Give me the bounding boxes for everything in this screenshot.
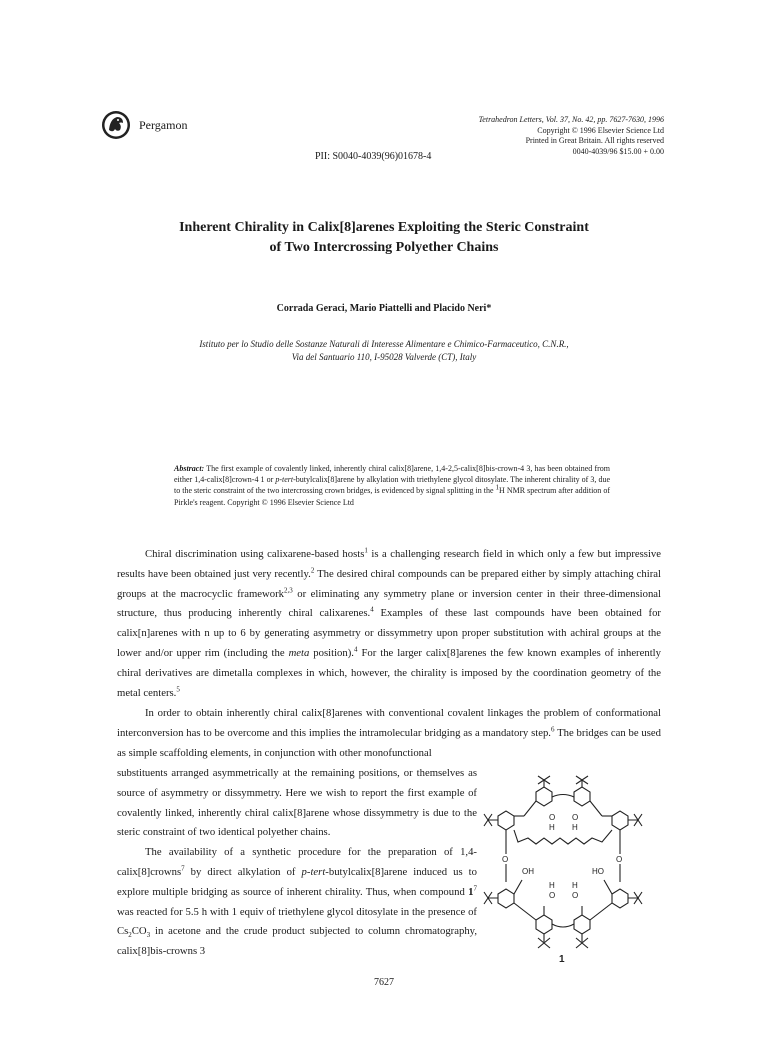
- abstract: Abstract: The first example of covalently linked, inherently chiral calix[8]arene, 1,4-2,5-calix[8]bis-crown-4 3, has been obtained from either 1,4-calix[8]crown-4 1 or p-tert-butylcalix[8]arene by alkylation with triethylene glycol ditosylate. The inherent chirality of 3, due to the steric constraint of the two intercrossing crown bridges, is evidenced by signal splitting in the $^1$H NMR spectrum after addition of Pirkle's reagent. Copyright © 1996 Elsevier Science Ltd: [174, 464, 610, 507]
- journal-info: [404, 115, 664, 157]
- title-line-2: of Two Intercrossing Polyether Chains: [269, 240, 499, 255]
- body-text: [117, 545, 661, 703]
- oh-label: OH: [522, 867, 534, 876]
- page-number: 7627: [374, 977, 394, 988]
- o-label: O: [572, 891, 579, 900]
- printed-line: Printed in Great Britain. All rights reserved: [525, 136, 664, 145]
- affiliation-line-2: Via del Santuario 110, I-95028 Valverde (CT), Italy: [291, 352, 477, 362]
- title-line-1: Inherent Chirality in Calix[8]arenes Exploiting the Steric Constraint: [179, 220, 589, 235]
- h-label: H: [572, 881, 578, 890]
- paragraph-2-top: In order to obtain inherently chiral calix[8]arenes with conventional covalent linkages the problem of conformational interconversion has to be overcome and this implies the intramolecular bridging as a mandatory step.$^6$ The bridges can be used as simple scaffolding elements, in conjunction with other monofunctional: [117, 707, 661, 759]
- o-label: O: [549, 813, 556, 822]
- journal-citation: Tetrahedron Letters, Vol. 37, No. 42, pp. 7627-7630, 1996: [478, 115, 664, 124]
- affiliation: [80, 338, 688, 364]
- o-label: O: [616, 855, 623, 864]
- copyright-line: Copyright © 1996 Elsevier Science Ltd: [537, 125, 664, 135]
- h-label: H: [549, 881, 555, 890]
- h-label: H: [572, 823, 578, 832]
- paper-title: [80, 218, 688, 258]
- paragraph-1: Chiral discrimination using calixarene-based hosts$^1$ is a challenging research field in which only a few but impressive results have been obtained just very recently.$^2$ The desired chiral compounds can be prepared either by simply attaching chiral groups at the macrocyclic framework$^{2,3}$ or eliminating any symmetry plane or inversion center in their three-dimensional structure, thus producing inherently chiral calixarenes.$^4$ Examples of these last compounds have been obtained for calix[n]arenes with n up to 6 by generating asymmetry or dissymmetry upon proper substitution with achiral groups at the lower and/or upper rim (including the meta position).$^4$ For the larger calix[8]arenes the few known examples of inherently chiral derivatives are dimetalla complexes in which, however, the chirality is imposed by the coordination geometry of the metal centers.$^5$: [117, 546, 661, 699]
- paragraph-3: The availability of a synthetic procedure for the preparation of 1,4-calix[8]crowns$^7$ by direct alkylation of p-tert-butylcalix[8]arene induced us to explore multiple bridging as source of inherent chirality. Thus, when compound $1^7$ was reacted for 5.5 h with 1 equiv of triethylene glycol ditosylate in the presence of $Cs_2CO_3$ in acetone and the crude product subjected to column chromatography, calix[8]bis-crowns 3: [117, 846, 477, 958]
- publisher-name: Pergamon: [139, 118, 188, 132]
- paragraph-2-column: substituents arranged asymmetrically at the remaining positions, or themselves as source of asymmetry or dissymmetry. Here we wish to report the first example of covalently linked, inherently chiral calix[8]arene whose dissymmetry is due to the steric constraint of two identical polyether chains. The availability of a synthetic procedure for the preparation of 1,4-calix[8]crowns$^7$ by direct alkylation of p-tert-butylcalix[8]arene induced us to explore multiple bridging as source of inherent chirality. Thus, when compound $1^7$ was reacted for 5.5 h with 1 equiv of triethylene glycol ditosylate in the presence of $Cs_2CO_3$ in acetone and the crude product subjected to column chromatography, calix[8]bis-crowns 3: [117, 764, 477, 962]
- o-label: O: [549, 891, 556, 900]
- pergamon-logo: [101, 110, 131, 140]
- calixarene-structure-figure: [478, 770, 646, 966]
- pii-number: PII: S0040-4039(96)01678-4: [315, 151, 432, 162]
- authors: Corrada Geraci, Mario Piattelli and Placido Neri*: [276, 303, 492, 314]
- compound-number-label: 1: [559, 954, 565, 965]
- ho-label: HO: [592, 867, 604, 876]
- o-label: O: [502, 855, 509, 864]
- o-label: O: [572, 813, 579, 822]
- h-label: H: [549, 823, 555, 832]
- affiliation-line-1: Istituto per lo Studio delle Sostanze Naturali di Interesse Alimentare e Chimico-Farmaceutico, C.N.R.,: [199, 339, 569, 349]
- abstract-label: Abstract:: [174, 464, 205, 473]
- price-line: 0040-4039/96 $15.00 + 0.00: [572, 146, 664, 156]
